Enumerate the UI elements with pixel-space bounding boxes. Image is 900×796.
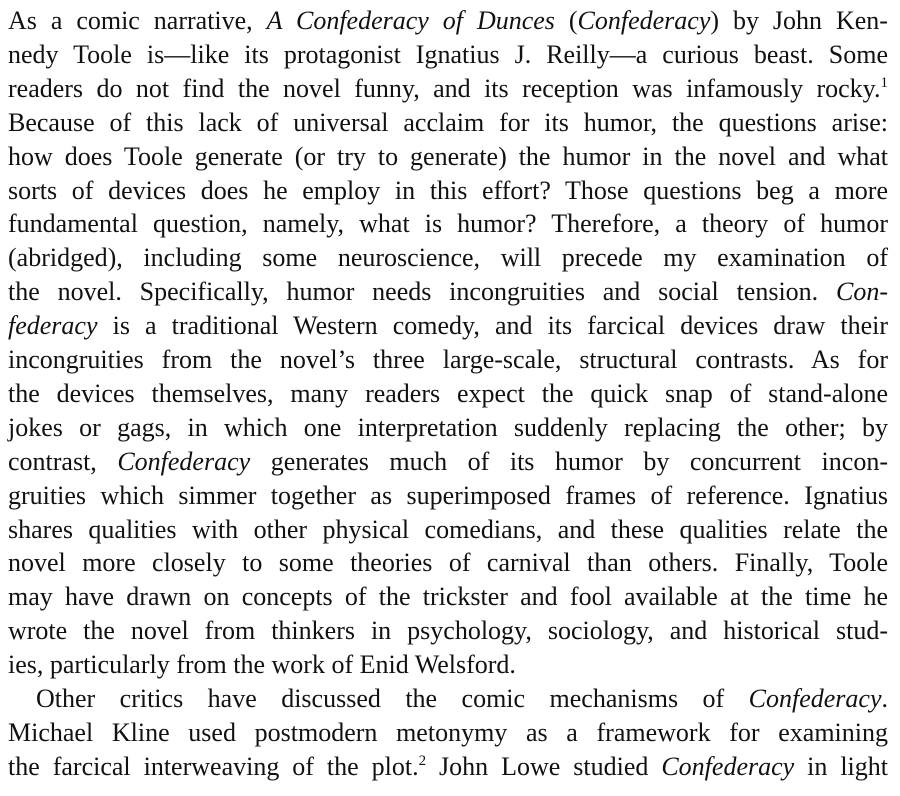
text-run: Michael Kline used postmodern metonymy as a framework for examining <box>8 717 888 747</box>
text-run: may have drawn on concepts of the trickster and fool available at the time he <box>8 582 888 612</box>
text-line <box>8 174 888 208</box>
text-line <box>8 513 888 547</box>
text-run: . <box>881 684 888 713</box>
text-line <box>8 343 888 377</box>
text-line <box>8 614 888 648</box>
italic-text: Confederacy <box>577 6 711 35</box>
text-line <box>8 72 888 106</box>
text-run: sorts of devices does he employ in this effort? Those questions beg a more <box>8 175 888 205</box>
italic-text: Confederacy <box>748 684 882 713</box>
text-line <box>8 38 888 72</box>
italic-text: Confederacy <box>661 751 795 781</box>
text-run: fundamental question, namely, what is humor? Therefore, a theory of humor <box>8 209 888 239</box>
text-line <box>8 377 888 411</box>
text-run: the devices themselves, many readers expect the quick snap of stand-alone <box>8 378 888 408</box>
text-line <box>8 479 888 513</box>
text-line <box>8 445 888 479</box>
text-line <box>8 682 888 716</box>
text-run: contrast, <box>8 446 118 476</box>
text-line <box>8 750 888 784</box>
italic-text: federacy <box>8 311 98 341</box>
text-run: Other critics have discussed the comic mechanisms of <box>36 684 749 713</box>
text-run: the farcical interweaving of the plot. <box>8 751 419 781</box>
text-run: ies, particularly from the work of Enid Welsford. <box>8 650 516 680</box>
footnote-ref: 2 <box>418 752 427 769</box>
footnote-ref: 1 <box>880 74 888 91</box>
italic-text: Confederacy <box>117 446 251 476</box>
text-run: nedy Toole is—like its protagonist Ignatius J. Reilly—a curious beast. Some <box>8 39 888 69</box>
text-run: (abridged), including some neuroscience, will precede my examination of <box>8 243 888 273</box>
text-run: the novel. Specifically, humor needs incongruities and social tension. <box>8 277 836 307</box>
text-run: how does Toole generate (or try to generate) the humor in the novel and what <box>8 141 888 171</box>
text-line <box>8 106 888 140</box>
text-line <box>8 241 888 275</box>
text-line <box>8 309 888 343</box>
text-run: As a comic narrative, <box>8 6 267 35</box>
text-run: jokes or gags, in which one interpretation suddenly replacing the other; by <box>8 412 888 442</box>
text-run: Because of this lack of universal acclaim for its humor, the questions arise: <box>8 107 888 137</box>
text-line <box>8 207 888 241</box>
text-run: John Lowe studied <box>426 751 662 781</box>
text-line <box>8 546 888 580</box>
text-run: is a traditional Western comedy, and its farcical devices draw their <box>97 311 888 341</box>
text-run: novel more closely to some theories of carnival than others. Finally, Toole <box>8 548 888 578</box>
text-run: generates much of its humor by concurrent incon- <box>250 446 888 476</box>
text-run: wrote the novel from thinkers in psychology, sociology, and historical stud- <box>8 616 888 646</box>
text-line <box>8 411 888 445</box>
text-run: gruities which simmer together as superimposed frames of reference. Ignatius <box>8 480 888 510</box>
text-run: ( <box>554 6 578 35</box>
text-line <box>8 4 888 38</box>
italic-text: Con- <box>836 277 888 307</box>
text-run: incongruities from the novel’s three large-scale, structural contrasts. As for <box>8 345 888 374</box>
text-line <box>8 140 888 174</box>
text-run: ) by John Ken- <box>710 6 888 35</box>
text-line <box>8 580 888 614</box>
text-line <box>8 275 888 309</box>
text-run: readers do not find the novel funny, and its reception was infamously rocky. <box>8 73 881 103</box>
text-line <box>8 716 888 750</box>
text-line <box>8 648 888 682</box>
text-run: shares qualities with other physical comedians, and these qualities relate the <box>8 514 888 544</box>
italic-text: A Confederacy of Dunces <box>266 6 555 35</box>
text-run: in light <box>794 751 888 781</box>
